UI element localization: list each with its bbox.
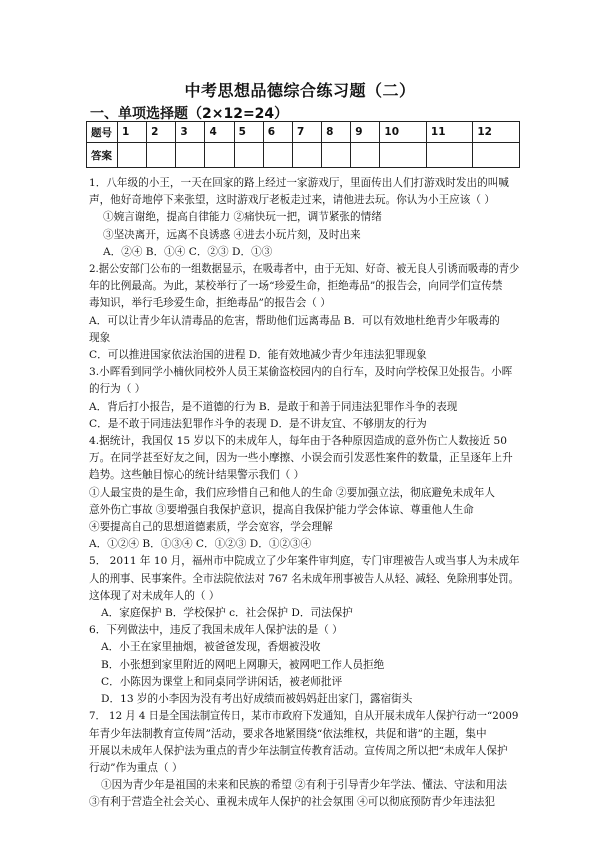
question-text: 这体现了对未成年人的（ ）: [89, 589, 220, 602]
question-text: 的行为（ ）: [89, 383, 146, 396]
question-option: ①因为青少年是祖国的未来和民族的希望 ②有利于引导青少年学法、懂法、守法和用法: [101, 779, 507, 792]
question-text: 6．下列做法中，违反了我国未成年人保护法的是（ ）: [89, 624, 343, 637]
question-text: 5． 2011 年 10 月，福州市中院成立了少年案件审判庭，专门审理被告人或当事人为未成年: [89, 555, 520, 568]
question-option: A．②④ B．①④ C．②③ D．①③: [103, 245, 273, 258]
answer-cell[interactable]: [118, 143, 147, 168]
question-1: [89, 175, 519, 261]
answer-table-header-row: [87, 122, 520, 143]
question-text: 行动”作为重点（ ）: [89, 761, 183, 774]
question-4: [89, 433, 519, 553]
question-text: 趋势。这些触目惊心的统计结果警示我们（ ）: [89, 469, 305, 482]
question-option: ③有利于营造全社会关心、重视未成年人保护的社会氛围 ④可以彻底预防青少年违法犯: [89, 796, 495, 809]
question-option: C．可以推进国家依法治国的进程 D．能有效地减少青少年违法犯罪现象: [89, 349, 427, 362]
question-text: 年青少年法制教育宣传周”活动，要求各地紧围绕“依法维权，共促和谐”的主题，集中: [89, 727, 487, 740]
answer-table: [86, 121, 520, 168]
answer-table-answer-label: 答案: [87, 143, 118, 168]
question-option: 意外伤亡事故 ③要增强自我保护意识，提高自我保护能力学会体谅、尊重他人生命: [89, 503, 474, 516]
question-text: 开展以未成年人保护法为重点的青少年法制宣传教育活动。宣传周之所以把“未成年人保护: [89, 744, 508, 757]
question-option: A．①②④ B．①③④ C．①②③ D．①②③④: [89, 538, 312, 551]
question-option: A．家庭保护 B．学校保护 c．社会保护 D．司法保护: [101, 607, 353, 620]
question-2: [89, 261, 519, 364]
question-option: C．小陈因为课堂上和同桌同学讲闲话，被老师批评: [101, 675, 343, 688]
answer-table-number: 3: [176, 122, 205, 143]
question-option: ③坚决离开，远离不良诱惑 ④进去小玩片刻，及时出来: [103, 228, 361, 241]
answer-cell[interactable]: [205, 143, 234, 168]
answer-table-number: 1: [118, 122, 147, 143]
question-option: ①人最宝贵的是生命，我们应珍惜自己和他人的生命 ②要加强立法，彻底避免未成年人: [89, 486, 495, 499]
answer-table-number: 4: [205, 122, 234, 143]
question-option: 现象: [89, 331, 111, 344]
answer-table-number: 5: [234, 122, 263, 143]
question-option: ④要提高自己的思想道德素质，学会宽容，学会理解: [89, 521, 333, 534]
answer-table-number: 8: [322, 122, 351, 143]
answer-cell[interactable]: [292, 143, 321, 168]
section-heading: 一、单项选择题（2×12=24）: [90, 106, 289, 122]
answer-table-header-label: 题号: [87, 122, 118, 143]
question-option: ①婉言谢绝，提高自律能力 ②痛快玩一把，调节紧张的情绪: [103, 211, 382, 224]
answer-cell[interactable]: [263, 143, 292, 168]
answer-table-number: 10: [380, 122, 426, 143]
question-text: 4.据统计，我国仅 15 岁以下的未成年人，每年由于各种原因造成的意外伤亡人数接近 50: [89, 435, 507, 448]
answer-table-number: 11: [426, 122, 472, 143]
answer-table-number: 6: [263, 122, 292, 143]
answer-table-number: 9: [351, 122, 380, 143]
answer-cell[interactable]: [176, 143, 205, 168]
question-text: 3.小晖看到同学小楠伙同校外人员王某偷盗校园内的自行车，及时向学校保卫处报告。小晖: [89, 366, 513, 379]
question-option: A．背后打小报告，是不道德的行为 B．是敢于和善于同违法犯罪作斗争的表现: [89, 400, 458, 413]
question-5: [89, 553, 519, 622]
question-option: A．可以让青少年认清毒品的危害，帮助他们远离毒品 B．可以有效地杜绝青少年吸毒的: [89, 314, 500, 327]
question-text: 万。在同学甚至好友之间，因为一些小摩擦、小误会而引发恶性案件的数量，正呈逐年上升: [89, 452, 513, 465]
question-list: [89, 175, 519, 812]
question-option: B．小张想到家里附近的网吧上网聊天，被网吧工作人员拒绝: [101, 658, 385, 671]
question-text: 7． 12 月 4 日是全国法制宣传日，某市市政府下发通知，自从开展未成年人保护行动一“2009: [89, 710, 519, 723]
question-text: 声，他好奇地停下来张望，这时游戏厅老板走过来，请他进去玩。你认为小王应该（ ）: [89, 194, 495, 207]
answer-table-answer-row: [87, 143, 520, 168]
question-3: [89, 364, 519, 433]
answer-cell[interactable]: [234, 143, 263, 168]
question-text: 年的比例最高。为此，某校举行了一场“珍爱生命，拒绝毒品”的报告会，向同学们宣传禁: [89, 280, 503, 293]
answer-cell[interactable]: [147, 143, 176, 168]
question-text: 毒知识，举行毛珍爱生命，拒绝毒品”的报告会（ ）: [89, 297, 331, 310]
answer-table-number: 2: [147, 122, 176, 143]
question-text: 2.据公安部门公布的一组数据显示，在吸毒者中，由于无知、好奇、被无良人引诱而吸毒的青少: [89, 263, 520, 276]
question-text: 1．八年级的小王，一天在回家的路上经过一家游戏厅，里面传出人们打游戏时发出的叫喊: [89, 177, 509, 189]
page-title: 中考思想品德综合练习题（二）: [184, 81, 416, 100]
question-text: 人的刑事、民事案件。全市法院依法对 767 名未成年刑事被告人从轻、减轻、免除刑事处罚。: [89, 572, 519, 585]
answer-cell[interactable]: [380, 143, 426, 168]
question-option: D．13 岁的小李因为没有考出好成绩而被妈妈赶出家门，露宿街头: [101, 693, 413, 706]
question-6: [89, 622, 519, 708]
answer-cell[interactable]: [322, 143, 351, 168]
question-7: [89, 708, 519, 811]
answer-cell[interactable]: [351, 143, 380, 168]
question-option: A．小王在家里抽烟，被爸爸发现，香烟被没收: [101, 641, 321, 654]
answer-table-number: 12: [473, 122, 520, 143]
question-option: C．是不敢于同违法犯罪作斗争的表现 D．是不讲友宜、不够朋友的行为: [89, 417, 427, 430]
answer-table-number: 7: [292, 122, 321, 143]
answer-cell[interactable]: [473, 143, 520, 168]
answer-cell[interactable]: [426, 143, 472, 168]
